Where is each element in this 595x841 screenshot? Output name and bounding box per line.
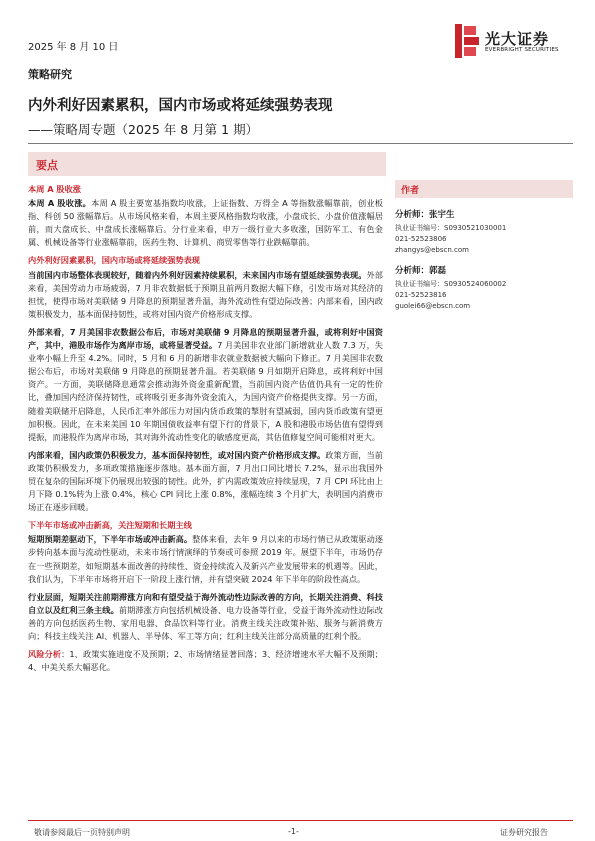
risk-text: ：1、政策实施进度不及预期；2、市场情绪显著回落；3、经济增速水平大幅不及预期；4、中美关系大幅恶化。 <box>28 649 383 673</box>
paragraph <box>28 591 383 643</box>
analyst-email[interactable]: guolei66@ebscn.com <box>395 302 471 310</box>
summary-label: 要点 <box>36 159 58 172</box>
author-label: 作者 <box>401 186 420 196</box>
analyst-card <box>395 266 573 312</box>
main-content <box>28 183 383 679</box>
paragraph-lead: 行业层面，短期关注前期滞涨方向和有望受益于海外流动性边际改善的方向，长期关注消费、科技自立以及红利三条主线。 <box>28 591 383 615</box>
paragraph-lead: 短期预期差驱动下，下半年市场或冲击新高。 <box>28 534 193 545</box>
footer-disclaimer: 敬请参阅最后一页特别声明 <box>34 828 130 837</box>
paragraph-lead: 外部来看，7 月美国非农数据公布后，市场对美联储 9 月降息的预期显著升温，或将利好中国资产，其中，港股市场作为离岸市场，或将显著受益。 <box>28 326 383 351</box>
paragraph-lead: 本周 A 股收涨。 <box>28 198 92 209</box>
risk-paragraph <box>28 648 383 674</box>
paragraph-text: 整体来看，去年 9 月以来的市场行情已从政策驱动逐步转向基本面与流动性驱动，未来市场行情演绎的节奏或可参照 2019 年。展望下半年，市场仍存在一些预期差，如短期基本面改善的持续性、资金持续流入及新兴产业发展带来的机遇等。因此，我们认为，下半年市场将开启下一阶段上涨行情，并有望突破 2024 年下半年的阶段性高点。 <box>28 534 383 584</box>
report-subtitle: ——策略周专题（2025 年 8 月第 1 期） <box>28 122 259 137</box>
risk-label: 风险分析 <box>28 649 62 660</box>
paragraph-text: 前期滞涨方向包括机械设备、电力设备等行业，受益于海外流动性边际改善的方向包括医药生物、家用电器、食品饮料等行业。消费主线关注政策补贴、服务与新消费方向；科技主线关注 AI、机器人、半导体、军工等方向；红利主线关注部分高质量的红利个股。 <box>28 604 383 641</box>
paragraph <box>28 533 383 585</box>
summary-bar <box>28 152 386 176</box>
author-bar <box>395 180 573 198</box>
paragraph <box>28 269 383 321</box>
analyst-card <box>395 210 573 256</box>
paragraph-text: 本周 A 股主要宽基指数均收涨，上证指数、万得全 A 等指数涨幅靠前，创业板指、科创 50 涨幅靠后。从市场风格来看，本周主要风格指数均收涨，小盘成长、小盘价值涨幅居前，而大盘成长、中盘成长涨幅靠后。分行业来看，申万一级行业大多收涨，国防军工、有色金属、机械设备等行业涨幅靠前，医药生物、计算机、商贸零售等行业跌幅靠前。 <box>28 198 383 248</box>
logo-text: 光大证券 <box>485 30 550 48</box>
report-category: 策略研究 <box>28 68 72 81</box>
section-heading: 下半年市场或冲击新高，关注短期和长期主线 <box>28 520 192 531</box>
analyst-name: 分析师：张宇生 <box>395 210 455 220</box>
paragraph <box>28 326 383 444</box>
paragraph-lead: 当前国内市场整体表现较好，随着内外利好因素持续累积，未来国内市场有望延续强势表现。 <box>28 269 367 280</box>
paragraph-lead: 内部来看，国内政策仍积极发力，基本面保持韧性，或对国内资产价格形成支撑。 <box>28 449 326 460</box>
report-date: 2025 年 8 月 10 日 <box>28 42 119 53</box>
header-divider <box>28 143 573 144</box>
analyst-name: 分析师：郭磊 <box>395 266 447 276</box>
analyst-phone: 021-52523806 <box>395 235 447 243</box>
section-heading: 内外利好因素累积，国内市场或将延续强势表现 <box>28 255 200 266</box>
analyst-email[interactable]: zhangys@ebscn.com <box>395 246 469 254</box>
analyst-license: 执业证书编号：S0930524060002 <box>395 280 507 288</box>
paragraph-text: 政策方面，当前政策仍积极发力，多项政策措施逐步落地。基本面方面，7 月出口同比增长 7.2%，显示出我国外贸在复杂的国际环境下仍展现出较强的韧性。此外，扩内需政策效应持续显现，7 月 CPI 环比由上月下降 0.1%转为上涨 0.4%，核心 CPI 同比上涨 0.8%，涨幅连续 3 个月扩大，表明国内消费市场正在逐步回暖。 <box>28 449 383 513</box>
footer-doc-type: 证券研究报告 <box>500 828 548 837</box>
report-title: 内外利好因素累积，国内市场或将延续强势表现 <box>28 98 333 114</box>
paragraph <box>28 449 383 514</box>
paragraph-text: 外部来看，美国劳动力市场疲弱，7 月非农数据低于预期且前两月数据大幅下修，引发市场对其经济的担忧，使得市场对美联储 9 月降息的预期显著升温，海外流动性有望边际改善；内部来看，国内政策积极发力，基本面保持韧性，或将对国内资产价格形成支撑。 <box>28 269 383 319</box>
analyst-license: 执业证书编号：S0930521030001 <box>395 224 507 232</box>
logo-mark-icon <box>455 24 481 58</box>
paragraph-text: 7 月美国非农业部门新增就业人数 7.3 万，失业率小幅上升至 4.2%。同时，5 月和 6 月的新增非农就业数据被大幅向下修正。7 月美国非农数据公布后，市场对美联储 9 月降息的预期显著升温。若美联储 9 月如期开启降息，或将利好中国资产。一方面，美联储降息通常会推动海外资金重新配置，当前国内资产估值仍具有一定的性价比，叠加国内经济保持韧性，或将吸引更多海外资金流入，为国内资产价格提供支撑。另一方面，随着美联储开启降息，人民币汇率外部压力对国内货币政策的掣肘有望减弱，国内货币政策有望更加积极。因此，在未来美国 10 年期国债收益率有望下行的背景下，A 股和港股市场估值有望得到提振，而港股作为离岸市场，其对海外流动性变化的敏感度更高，其估值修复空间可能相对更大。 <box>28 340 383 442</box>
logo-subtext: EVERBRIGHT SECURITIES <box>485 47 559 53</box>
footer-divider <box>28 820 573 821</box>
page-number: -1- <box>288 827 299 836</box>
section-heading: 本周 A 股收涨 <box>28 184 81 194</box>
company-logo <box>455 24 580 64</box>
paragraph <box>28 197 383 249</box>
analyst-phone: 021-52523816 <box>395 291 447 299</box>
